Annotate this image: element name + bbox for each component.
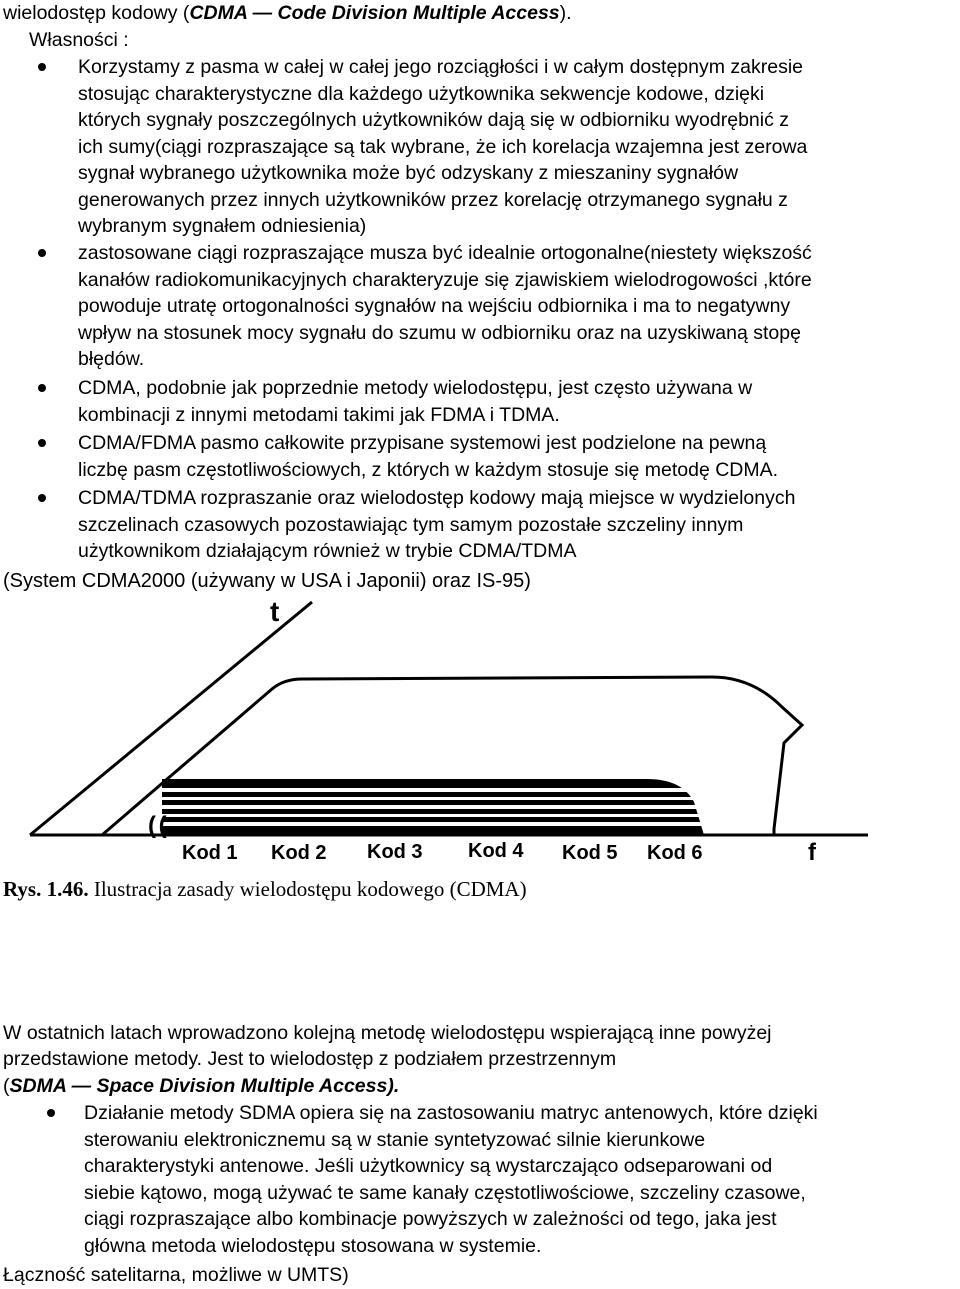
code-label-5: Kod 5 xyxy=(562,842,618,864)
code-label-4: Kod 4 xyxy=(468,840,524,862)
bullet-text-line: użytkownikom działającym również w trybie CDMA/TDMA xyxy=(78,540,577,562)
bullet-text-line: szczelinach czasowych pozostawiając tym samym pozostałe szczeliny innym xyxy=(78,513,744,536)
intro-suffix: ). xyxy=(559,2,572,24)
sdma-bullet xyxy=(47,1109,55,1117)
figure-caption xyxy=(3,876,527,903)
sdma-text-line: ciągi rozpraszające albo kombinacje powyższych w zależności od tego, jaka jest xyxy=(84,1208,777,1230)
sdma-line-2: przedstawione metody. Jest to wielodostęp z podziałem przestrzennym xyxy=(3,1048,617,1070)
bullet-text-line: CDMA/TDMA rozpraszanie oraz wielodostęp kodowy mają miejsce w wydzielonych xyxy=(78,487,796,509)
intro-line xyxy=(3,0,572,27)
properties-label: Własności : xyxy=(29,29,129,51)
bullet-text-line: kombinacji z innymi metodami takimi jak FDMA i TDMA. xyxy=(78,403,560,426)
bullet-dot xyxy=(38,439,46,447)
bullet-text-line: błędów. xyxy=(78,348,145,370)
bullet-text-line: CDMA/FDMA pasmo całkowite przypisane systemowi jest podzielone na pewną xyxy=(78,432,767,454)
sdma-line-1: W ostatnich latach wprowadzono kolejną metodę wielodostępu wspierającą inne powyżej xyxy=(3,1022,772,1044)
bullet-text-line: CDMA, podobnie jak poprzednie metody wielodostępu, jest często używana w xyxy=(78,377,753,399)
sdma-text-line: siebie kątowo, mogą używać te same kanały częstotliwościowe, szczeliny czasowe, xyxy=(84,1181,806,1204)
cdma-figure xyxy=(22,597,872,885)
sdma-text-line: charakterystyki antenowe. Jeśli użytkownicy są wystarczająco odseparowani od xyxy=(84,1155,773,1177)
sdma-line-3 xyxy=(3,1073,399,1100)
bullet-dot xyxy=(38,249,46,257)
code-label-1: Kod 1 xyxy=(182,842,238,864)
sdma-text-line: sterowaniu elektronicznemu są w stanie syntetyzować silnie kierunkowe xyxy=(84,1128,706,1151)
systems-note: (System CDMA2000 (używany w USA i Japonii) oraz IS-95) xyxy=(3,570,531,592)
caption-label: Rys. 1.46. xyxy=(3,877,89,901)
sdma-text-line: Działanie metody SDMA opiera się na zastosowaniu matryc antenowych, które dzięki xyxy=(84,1102,818,1124)
sdma-prefix: ( xyxy=(3,1075,10,1097)
bullet-text-line: liczbę pasm częstotliwościowych, z których w każdym stosuje się metodę CDMA. xyxy=(78,458,779,481)
bullet-text-line: wybranym sygnałem odniesienia) xyxy=(78,215,367,237)
bullet-text-line: sygnał wybranego użytkownika może być odzyskany z mieszaniny sygnałów xyxy=(78,162,739,184)
bullet-text-line: stosując charakterystyczne dla każdego użytkownika sekwencje kodowe, dzięki xyxy=(78,82,765,105)
code-stripes xyxy=(162,779,704,835)
intro-prefix: wielodostęp kodowy ( xyxy=(3,2,190,24)
bullet-text-line: generowanych przez innych użytkowników przez korelację otrzymanego sygnału z xyxy=(78,188,788,211)
bullet-text-line: wpływ na stosunek mocy sygnału do szumu w odbiorniku oraz na uzyskiwaną stopę xyxy=(78,321,801,344)
cdma-term: CDMA — Code Division Multiple Access xyxy=(189,2,560,24)
sdma-text-line: główna metoda wielodostępu stosowana w systemie. xyxy=(84,1234,542,1257)
bullet-dot xyxy=(38,63,46,71)
bullet-text-line: Korzystamy z pasma w całej w całej jego rozciągłości i w całym dostępnym zakresie xyxy=(78,56,804,78)
footer-line: Łączność satelitarna, możliwe w UMTS) xyxy=(3,1264,349,1286)
axis-t-label: t xyxy=(270,596,280,627)
bullet-text-line: powoduje utratę ortogonalności sygnałów na wejściu odbiornika i ma to negatywny xyxy=(78,295,791,317)
bullet-dot xyxy=(38,384,46,392)
caption-text: Ilustracja zasady wielodostępu kodowego (CDMA) xyxy=(88,877,527,901)
code-label-2: Kod 2 xyxy=(271,842,327,864)
axis-f-label: f xyxy=(808,839,816,866)
bullet-dot xyxy=(38,494,46,502)
code-label-3: Kod 3 xyxy=(367,841,423,863)
break-mark: ( ( xyxy=(148,812,165,839)
bullet-text-line: ich sumy(ciągi rozpraszające są tak wybrane, że ich korelacja wzajemna jest zerowa xyxy=(78,135,808,158)
bullet-text-line: których sygnały poszczególnych użytkowników dają się w odbiorniku wyodrębnić z xyxy=(78,109,790,131)
sdma-term: SDMA — Space Division Multiple Access). xyxy=(9,1075,400,1097)
bullet-text-line: zastosowane ciągi rozpraszające musza być idealnie ortogonalne(niestety większość xyxy=(78,242,812,264)
bullet-text-line: kanałów radiokomunikacyjnych charakteryzuje się zjawiskiem wielodrogowości ,które xyxy=(78,268,812,291)
code-label-6: Kod 6 xyxy=(647,842,703,864)
